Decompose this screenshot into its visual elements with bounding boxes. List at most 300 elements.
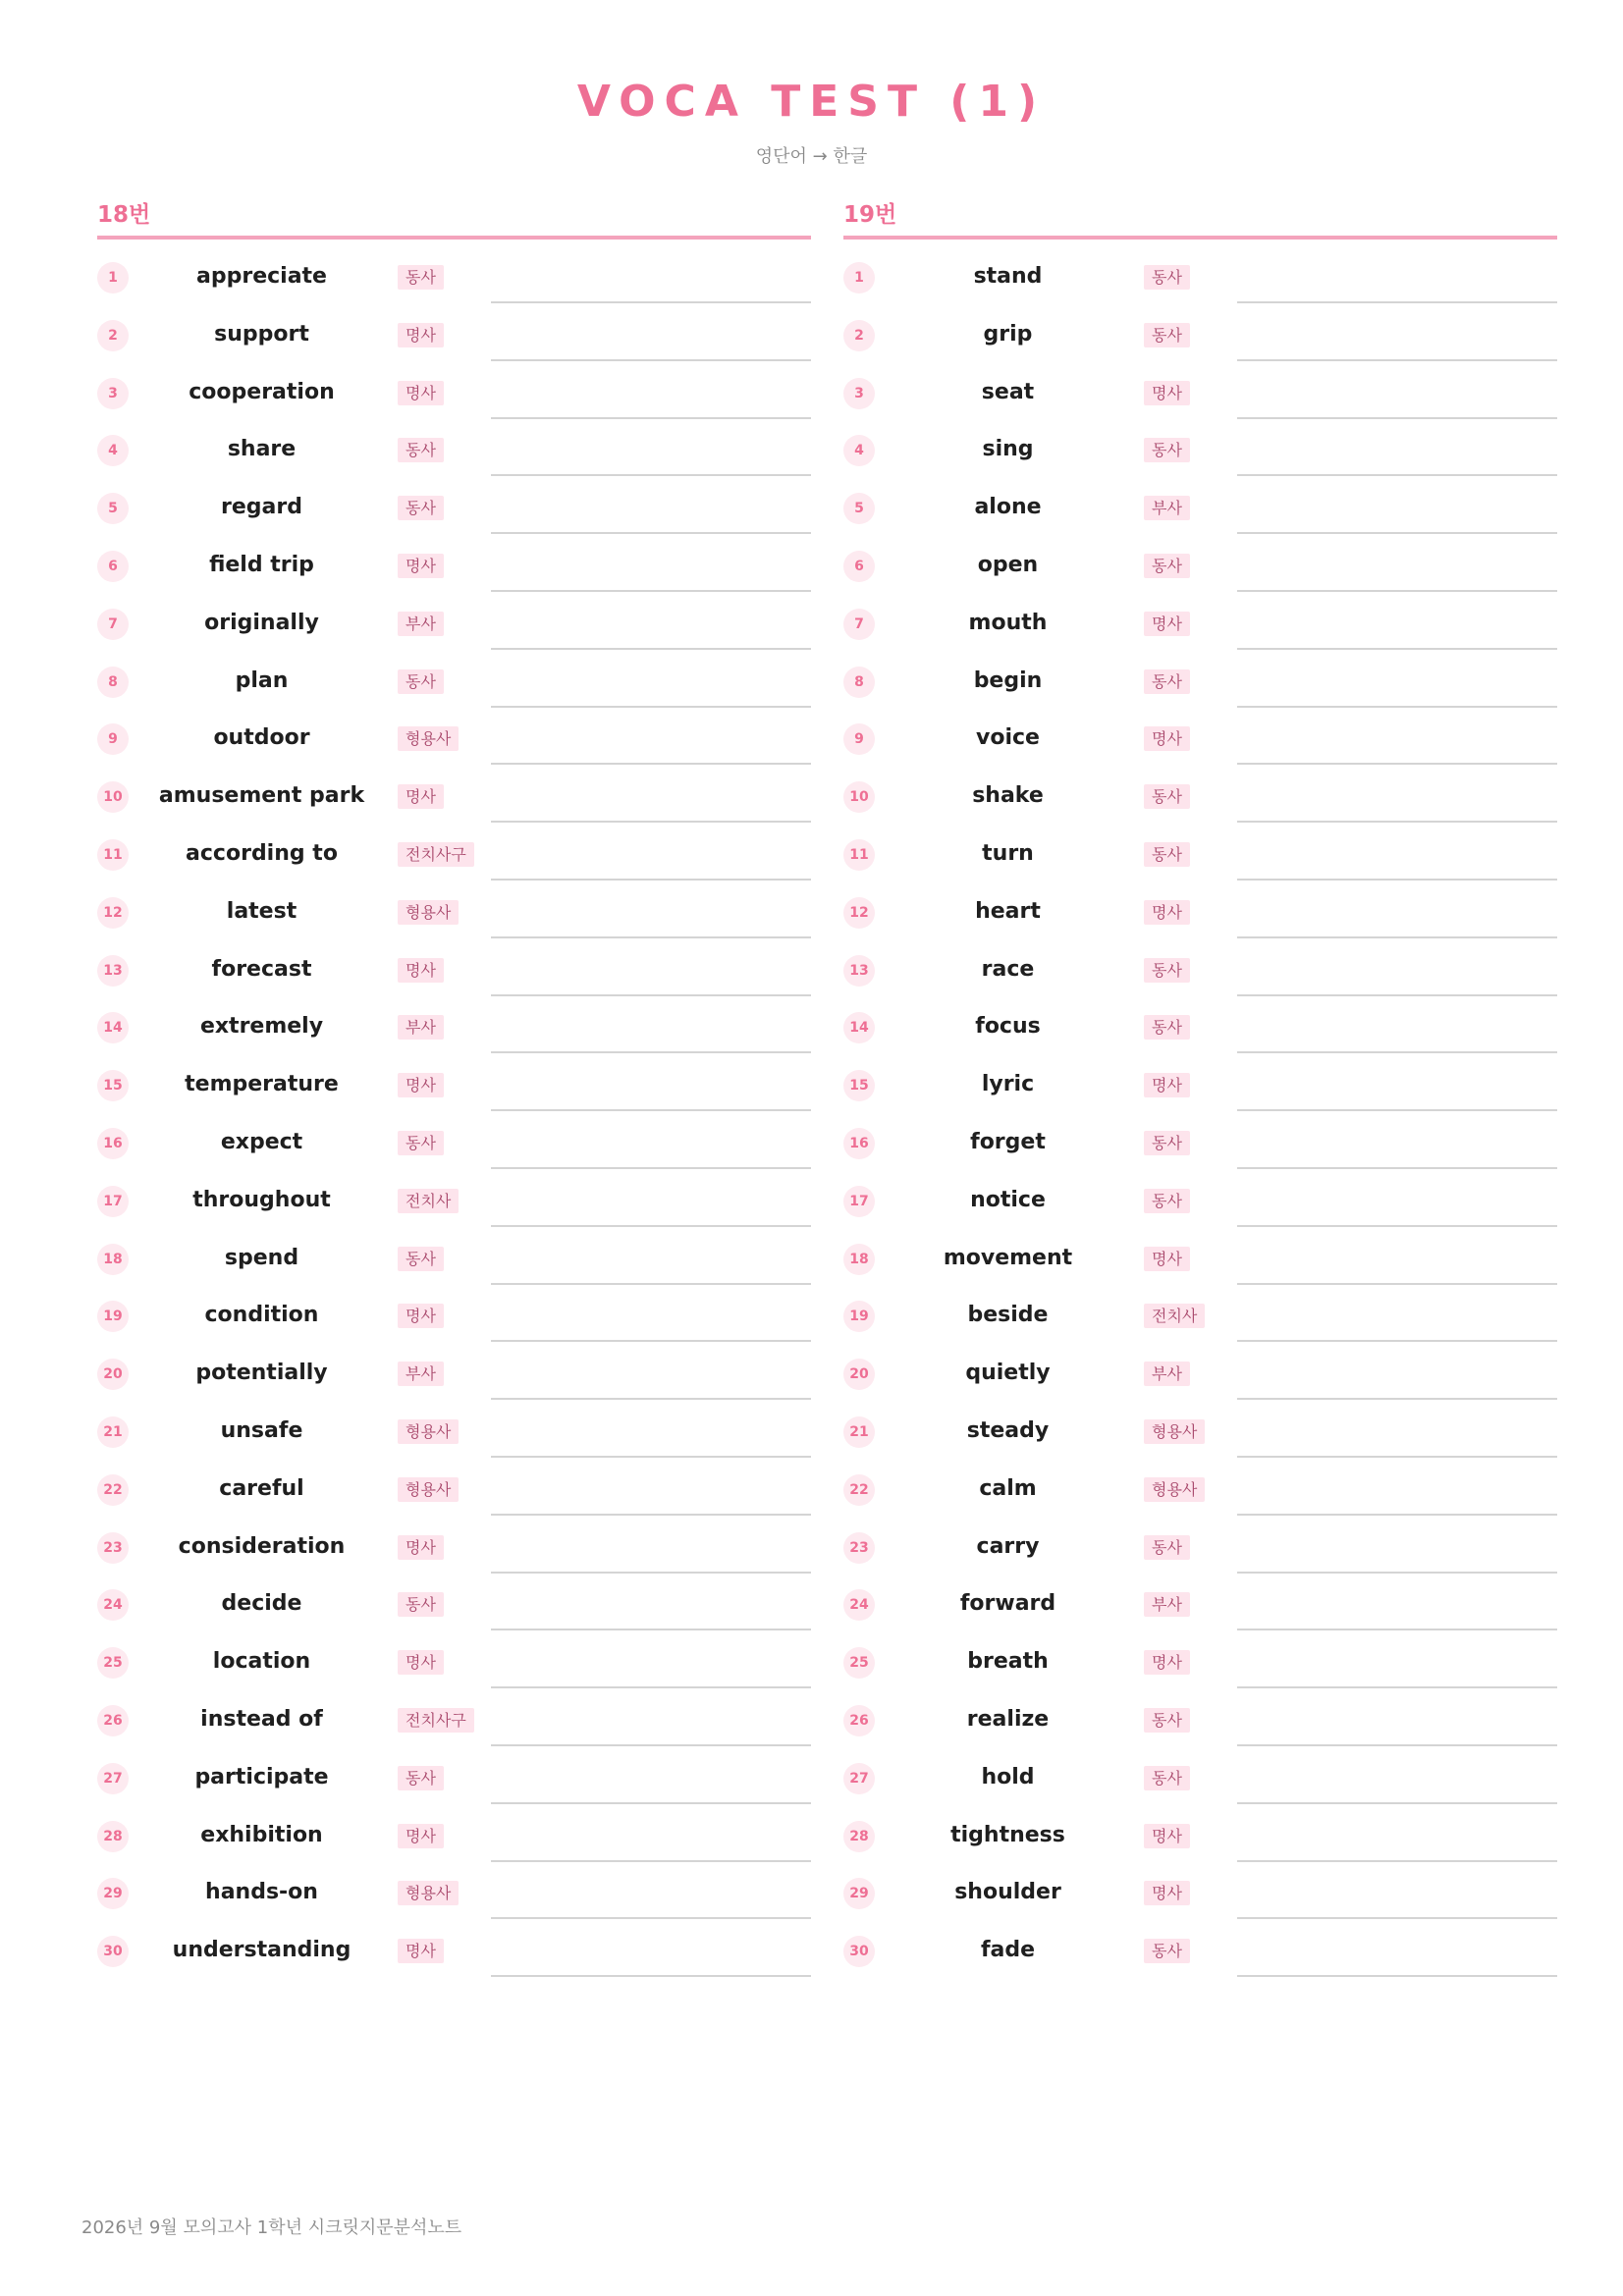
list-item xyxy=(97,1863,811,1921)
vocab-word: sing xyxy=(982,437,1034,462)
list-item xyxy=(97,1575,811,1632)
vocab-word: shake xyxy=(972,783,1044,809)
list-item xyxy=(97,1344,811,1402)
answer-blank-line xyxy=(1237,417,1557,419)
list-item xyxy=(97,1402,811,1460)
item-number-badge: 5 xyxy=(843,493,875,524)
answer-blank-line xyxy=(491,1167,811,1169)
part-of-speech-badge: 동사 xyxy=(1144,1015,1190,1040)
list-item xyxy=(843,1748,1557,1806)
part-of-speech-badge: 형용사 xyxy=(398,900,459,925)
part-of-speech-badge: 형용사 xyxy=(398,1881,459,1905)
item-number-badge: 22 xyxy=(97,1474,129,1506)
item-number-badge: 17 xyxy=(97,1186,129,1217)
item-number-badge: 3 xyxy=(97,378,129,409)
part-of-speech-badge: 명사 xyxy=(1144,1073,1190,1097)
vocab-word: forecast xyxy=(211,956,312,982)
list-item xyxy=(97,1229,811,1287)
answer-blank-line xyxy=(491,1225,811,1227)
list-item xyxy=(843,1402,1557,1460)
part-of-speech-badge: 동사 xyxy=(1144,784,1190,809)
answer-blank-line xyxy=(491,763,811,765)
item-number-badge: 29 xyxy=(97,1878,129,1909)
item-number-badge: 24 xyxy=(843,1589,875,1621)
item-number-badge: 24 xyxy=(97,1589,129,1621)
answer-blank-line xyxy=(491,359,811,361)
answer-blank-line xyxy=(1237,1051,1557,1053)
item-number-badge: 30 xyxy=(97,1936,129,1967)
vocab-word: amusement park xyxy=(158,783,365,809)
vocab-word: carry xyxy=(976,1533,1040,1559)
list-item xyxy=(97,1171,811,1229)
vocab-word: condition xyxy=(204,1303,319,1328)
answer-blank-line xyxy=(491,1456,811,1458)
list-item xyxy=(843,709,1557,767)
item-number-badge: 18 xyxy=(843,1244,875,1275)
part-of-speech-badge: 동사 xyxy=(1144,958,1190,983)
item-number-badge: 12 xyxy=(843,897,875,929)
part-of-speech-badge: 전치사 xyxy=(398,1189,459,1213)
answer-blank-line xyxy=(1237,474,1557,476)
answer-blank-line xyxy=(491,1744,811,1746)
vocab-word: movement xyxy=(943,1245,1073,1270)
vocab-word: turn xyxy=(982,840,1034,866)
vocab-word: understanding xyxy=(172,1938,352,1963)
list-item xyxy=(97,1921,811,1979)
section-header: 18번 xyxy=(97,196,811,240)
answer-blank-line xyxy=(491,417,811,419)
list-item xyxy=(843,997,1557,1055)
part-of-speech-badge: 동사 xyxy=(1144,669,1190,694)
vocab-word: spend xyxy=(224,1245,299,1270)
vocab-word: hands-on xyxy=(205,1880,318,1905)
vocab-word: alone xyxy=(974,495,1042,520)
vocab-word: decide xyxy=(221,1591,302,1617)
answer-blank-line xyxy=(1237,1109,1557,1111)
vocab-word: notice xyxy=(970,1187,1046,1212)
answer-blank-line xyxy=(1237,1629,1557,1630)
vocab-word: consideration xyxy=(178,1533,346,1559)
item-number-badge: 20 xyxy=(843,1359,875,1390)
item-number-badge: 21 xyxy=(843,1416,875,1448)
part-of-speech-badge: 형용사 xyxy=(398,1477,459,1502)
item-number-badge: 3 xyxy=(843,378,875,409)
list-item xyxy=(843,882,1557,940)
list-item xyxy=(843,940,1557,998)
item-number-badge: 25 xyxy=(843,1647,875,1679)
vocab-word: breath xyxy=(967,1649,1049,1675)
answer-blank-line xyxy=(1237,1514,1557,1516)
list-item xyxy=(843,305,1557,363)
vocab-word: support xyxy=(214,321,309,347)
part-of-speech-badge: 부사 xyxy=(1144,1362,1190,1386)
item-number-badge: 27 xyxy=(843,1763,875,1794)
item-number-badge: 26 xyxy=(843,1705,875,1736)
page-subtitle: 영단어 → 한글 xyxy=(755,146,868,167)
item-number-badge: 17 xyxy=(843,1186,875,1217)
vocab-word: stand xyxy=(973,264,1043,289)
answer-blank-line xyxy=(1237,763,1557,765)
vocab-word: outdoor xyxy=(213,725,310,751)
part-of-speech-badge: 전치사구 xyxy=(398,1708,474,1733)
answer-blank-line xyxy=(1237,706,1557,708)
answer-blank-line xyxy=(1237,1572,1557,1574)
answer-blank-line xyxy=(491,994,811,996)
item-number-badge: 8 xyxy=(843,667,875,698)
vocab-word: forget xyxy=(970,1129,1046,1154)
item-number-badge: 30 xyxy=(843,1936,875,1967)
item-number-badge: 11 xyxy=(97,839,129,871)
item-number-badge: 10 xyxy=(843,781,875,813)
item-number-badge: 28 xyxy=(97,1821,129,1852)
list-item xyxy=(97,1748,811,1806)
item-number-badge: 9 xyxy=(843,723,875,755)
item-number-badge: 23 xyxy=(97,1532,129,1564)
answer-blank-line xyxy=(491,532,811,534)
list-item xyxy=(97,247,811,305)
part-of-speech-badge: 명사 xyxy=(1144,1824,1190,1848)
list-item xyxy=(97,1690,811,1748)
item-number-badge: 9 xyxy=(97,723,129,755)
part-of-speech-badge: 동사 xyxy=(398,438,444,462)
word-list xyxy=(97,247,811,1979)
list-item xyxy=(97,536,811,594)
answer-blank-line xyxy=(1237,590,1557,592)
vocab-word: lyric xyxy=(981,1072,1035,1097)
vocab-word: steady xyxy=(966,1417,1050,1443)
answer-blank-line xyxy=(491,706,811,708)
vocab-word: race xyxy=(981,956,1035,982)
section-header: 19번 xyxy=(843,196,1557,240)
vocab-word: throughout xyxy=(192,1187,331,1212)
part-of-speech-badge: 명사 xyxy=(398,1535,444,1560)
item-number-badge: 12 xyxy=(97,897,129,929)
list-item xyxy=(97,825,811,882)
list-item xyxy=(843,1229,1557,1287)
answer-blank-line xyxy=(1237,1917,1557,1919)
vocab-word: originally xyxy=(204,610,319,635)
answer-blank-line xyxy=(491,474,811,476)
list-item xyxy=(843,1286,1557,1344)
part-of-speech-badge: 부사 xyxy=(398,1015,444,1040)
answer-blank-line xyxy=(1237,936,1557,938)
part-of-speech-badge: 동사 xyxy=(1144,1766,1190,1790)
answer-blank-line xyxy=(491,1283,811,1285)
part-of-speech-badge: 형용사 xyxy=(1144,1419,1205,1444)
answer-blank-line xyxy=(491,1975,811,1977)
answer-blank-line xyxy=(1237,1802,1557,1804)
item-number-badge: 6 xyxy=(843,551,875,582)
item-number-badge: 4 xyxy=(97,435,129,466)
vocab-word: share xyxy=(227,437,297,462)
part-of-speech-badge: 명사 xyxy=(398,1073,444,1097)
part-of-speech-badge: 명사 xyxy=(398,1304,444,1328)
item-number-badge: 7 xyxy=(843,609,875,640)
item-number-badge: 18 xyxy=(97,1244,129,1275)
item-number-badge: 19 xyxy=(843,1301,875,1332)
vocab-word: realize xyxy=(966,1706,1050,1732)
item-number-badge: 14 xyxy=(97,1012,129,1043)
part-of-speech-badge: 명사 xyxy=(1144,1247,1190,1271)
list-item xyxy=(97,1518,811,1575)
vocab-word: beside xyxy=(967,1303,1049,1328)
answer-blank-line xyxy=(491,1514,811,1516)
list-item xyxy=(843,1460,1557,1518)
list-item xyxy=(843,478,1557,536)
vocab-word: seat xyxy=(981,379,1035,404)
answer-blank-line xyxy=(1237,1860,1557,1862)
list-item xyxy=(843,420,1557,478)
item-number-badge: 11 xyxy=(843,839,875,871)
list-item xyxy=(97,1286,811,1344)
answer-blank-line xyxy=(1237,1167,1557,1169)
answer-blank-line xyxy=(491,1917,811,1919)
answer-blank-line xyxy=(1237,879,1557,881)
part-of-speech-badge: 명사 xyxy=(398,958,444,983)
vocab-word: fade xyxy=(980,1938,1036,1963)
answer-blank-line xyxy=(491,1109,811,1111)
part-of-speech-badge: 명사 xyxy=(398,323,444,347)
list-item xyxy=(843,825,1557,882)
item-number-badge: 19 xyxy=(97,1301,129,1332)
vocab-word: begin xyxy=(973,667,1043,693)
list-item xyxy=(97,305,811,363)
vocab-word: voice xyxy=(976,725,1040,751)
section-19 xyxy=(843,196,1557,1979)
vocab-word: careful xyxy=(219,1475,304,1501)
answer-blank-line xyxy=(491,1629,811,1630)
vocab-word: open xyxy=(977,552,1039,577)
answer-blank-line xyxy=(491,1051,811,1053)
list-item xyxy=(97,1055,811,1113)
vocab-word: heart xyxy=(975,898,1041,924)
item-number-badge: 27 xyxy=(97,1763,129,1794)
part-of-speech-badge: 명사 xyxy=(1144,1650,1190,1675)
part-of-speech-badge: 동사 xyxy=(398,1766,444,1790)
part-of-speech-badge: 동사 xyxy=(1144,842,1190,867)
list-item xyxy=(843,1575,1557,1632)
part-of-speech-badge: 부사 xyxy=(1144,496,1190,520)
list-item xyxy=(97,767,811,825)
vocab-word: unsafe xyxy=(220,1417,303,1443)
list-item xyxy=(843,767,1557,825)
part-of-speech-badge: 부사 xyxy=(398,1362,444,1386)
part-of-speech-badge: 동사 xyxy=(1144,1131,1190,1155)
list-item xyxy=(843,1518,1557,1575)
item-number-badge: 1 xyxy=(97,262,129,294)
item-number-badge: 15 xyxy=(97,1070,129,1101)
list-item xyxy=(843,1806,1557,1864)
list-item xyxy=(97,420,811,478)
vocab-word: potentially xyxy=(195,1361,328,1386)
list-item xyxy=(843,1171,1557,1229)
answer-blank-line xyxy=(491,879,811,881)
part-of-speech-badge: 동사 xyxy=(1144,265,1190,290)
vocab-word: temperature xyxy=(185,1072,339,1097)
part-of-speech-badge: 동사 xyxy=(1144,554,1190,578)
answer-blank-line xyxy=(1237,1456,1557,1458)
part-of-speech-badge: 동사 xyxy=(1144,1939,1190,1963)
part-of-speech-badge: 부사 xyxy=(398,612,444,636)
part-of-speech-badge: 동사 xyxy=(398,1592,444,1617)
item-number-badge: 8 xyxy=(97,667,129,698)
answer-blank-line xyxy=(1237,532,1557,534)
answer-blank-line xyxy=(491,936,811,938)
answer-blank-line xyxy=(491,821,811,823)
vocab-word: focus xyxy=(975,1014,1041,1040)
section-18 xyxy=(97,196,811,1979)
part-of-speech-badge: 형용사 xyxy=(398,726,459,751)
answer-blank-line xyxy=(491,1340,811,1342)
footer-text: 2026년 9월 모의고사 1학년 시크릿지문분석노트 xyxy=(81,2217,462,2238)
answer-blank-line xyxy=(1237,1225,1557,1227)
part-of-speech-badge: 명사 xyxy=(1144,900,1190,925)
list-item xyxy=(843,1113,1557,1171)
answer-blank-line xyxy=(491,1860,811,1862)
part-of-speech-badge: 동사 xyxy=(398,669,444,694)
answer-blank-line xyxy=(1237,1283,1557,1285)
vocab-word: tightness xyxy=(950,1822,1065,1847)
answer-blank-line xyxy=(491,1398,811,1400)
part-of-speech-badge: 명사 xyxy=(1144,381,1190,405)
answer-blank-line xyxy=(491,1686,811,1688)
list-item xyxy=(843,1344,1557,1402)
item-number-badge: 13 xyxy=(843,955,875,987)
list-item xyxy=(97,594,811,652)
list-item xyxy=(843,363,1557,421)
vocab-word: grip xyxy=(983,321,1033,347)
item-number-badge: 20 xyxy=(97,1359,129,1390)
part-of-speech-badge: 동사 xyxy=(1144,438,1190,462)
part-of-speech-badge: 동사 xyxy=(398,1131,444,1155)
part-of-speech-badge: 명사 xyxy=(398,381,444,405)
answer-blank-line xyxy=(1237,1398,1557,1400)
answer-blank-line xyxy=(491,1802,811,1804)
item-number-badge: 25 xyxy=(97,1647,129,1679)
vocab-word: extremely xyxy=(199,1014,324,1040)
word-list xyxy=(843,247,1557,1979)
answer-blank-line xyxy=(1237,1686,1557,1688)
vocab-word: field trip xyxy=(209,552,314,577)
list-item xyxy=(843,1921,1557,1979)
item-number-badge: 26 xyxy=(97,1705,129,1736)
answer-blank-line xyxy=(1237,821,1557,823)
list-item xyxy=(97,478,811,536)
item-number-badge: 2 xyxy=(843,320,875,351)
part-of-speech-badge: 동사 xyxy=(1144,1535,1190,1560)
list-item xyxy=(843,1863,1557,1921)
list-item xyxy=(843,652,1557,710)
part-of-speech-badge: 형용사 xyxy=(398,1419,459,1444)
list-item xyxy=(97,1632,811,1690)
vocab-word: according to xyxy=(186,840,338,866)
vocab-word: mouth xyxy=(968,610,1048,635)
item-number-badge: 5 xyxy=(97,493,129,524)
list-item xyxy=(97,1460,811,1518)
vocab-word: regard xyxy=(221,495,302,520)
list-item xyxy=(97,652,811,710)
vocab-word: participate xyxy=(194,1764,329,1789)
list-item xyxy=(843,536,1557,594)
item-number-badge: 10 xyxy=(97,781,129,813)
vocab-word: hold xyxy=(981,1764,1035,1789)
item-number-badge: 15 xyxy=(843,1070,875,1101)
part-of-speech-badge: 명사 xyxy=(1144,612,1190,636)
answer-blank-line xyxy=(491,1572,811,1574)
part-of-speech-badge: 동사 xyxy=(398,1247,444,1271)
page-title: VOCA TEST (1) xyxy=(576,77,1047,127)
vocab-word: forward xyxy=(959,1591,1056,1617)
part-of-speech-badge: 명사 xyxy=(1144,1881,1190,1905)
vocab-word: appreciate xyxy=(196,264,327,289)
part-of-speech-badge: 동사 xyxy=(1144,1189,1190,1213)
vocab-word: shoulder xyxy=(954,1880,1061,1905)
list-item xyxy=(97,1806,811,1864)
item-number-badge: 22 xyxy=(843,1474,875,1506)
list-item xyxy=(97,997,811,1055)
part-of-speech-badge: 명사 xyxy=(398,1939,444,1963)
item-number-badge: 4 xyxy=(843,435,875,466)
item-number-badge: 1 xyxy=(843,262,875,294)
list-item xyxy=(843,1690,1557,1748)
vocab-word: latest xyxy=(226,898,298,924)
vocab-word: calm xyxy=(979,1475,1037,1501)
part-of-speech-badge: 동사 xyxy=(398,496,444,520)
answer-blank-line xyxy=(1237,1975,1557,1977)
item-number-badge: 16 xyxy=(97,1128,129,1159)
part-of-speech-badge: 명사 xyxy=(398,554,444,578)
vocab-word: instead of xyxy=(200,1706,323,1732)
part-of-speech-badge: 전치사구 xyxy=(398,842,474,867)
list-item xyxy=(843,594,1557,652)
vocab-word: expect xyxy=(220,1129,303,1154)
part-of-speech-badge: 명사 xyxy=(398,1824,444,1848)
part-of-speech-badge: 동사 xyxy=(1144,1708,1190,1733)
vocab-word: cooperation xyxy=(189,379,335,404)
part-of-speech-badge: 명사 xyxy=(398,1650,444,1675)
item-number-badge: 29 xyxy=(843,1878,875,1909)
vocab-word: exhibition xyxy=(200,1822,323,1847)
answer-blank-line xyxy=(1237,301,1557,303)
part-of-speech-badge: 전치사 xyxy=(1144,1304,1205,1328)
part-of-speech-badge: 명사 xyxy=(398,784,444,809)
answer-blank-line xyxy=(491,301,811,303)
answer-blank-line xyxy=(1237,1340,1557,1342)
part-of-speech-badge: 동사 xyxy=(1144,323,1190,347)
answer-blank-line xyxy=(491,590,811,592)
part-of-speech-badge: 부사 xyxy=(1144,1592,1190,1617)
list-item xyxy=(843,1632,1557,1690)
answer-blank-line xyxy=(1237,1744,1557,1746)
part-of-speech-badge: 형용사 xyxy=(1144,1477,1205,1502)
item-number-badge: 13 xyxy=(97,955,129,987)
answer-blank-line xyxy=(1237,994,1557,996)
list-item xyxy=(97,1113,811,1171)
item-number-badge: 7 xyxy=(97,609,129,640)
item-number-badge: 14 xyxy=(843,1012,875,1043)
answer-blank-line xyxy=(1237,648,1557,650)
list-item xyxy=(843,1055,1557,1113)
item-number-badge: 6 xyxy=(97,551,129,582)
list-item xyxy=(97,940,811,998)
part-of-speech-badge: 명사 xyxy=(1144,726,1190,751)
item-number-badge: 28 xyxy=(843,1821,875,1852)
answer-blank-line xyxy=(491,648,811,650)
vocab-word: location xyxy=(212,1649,311,1675)
list-item xyxy=(843,247,1557,305)
item-number-badge: 16 xyxy=(843,1128,875,1159)
item-number-badge: 23 xyxy=(843,1532,875,1564)
